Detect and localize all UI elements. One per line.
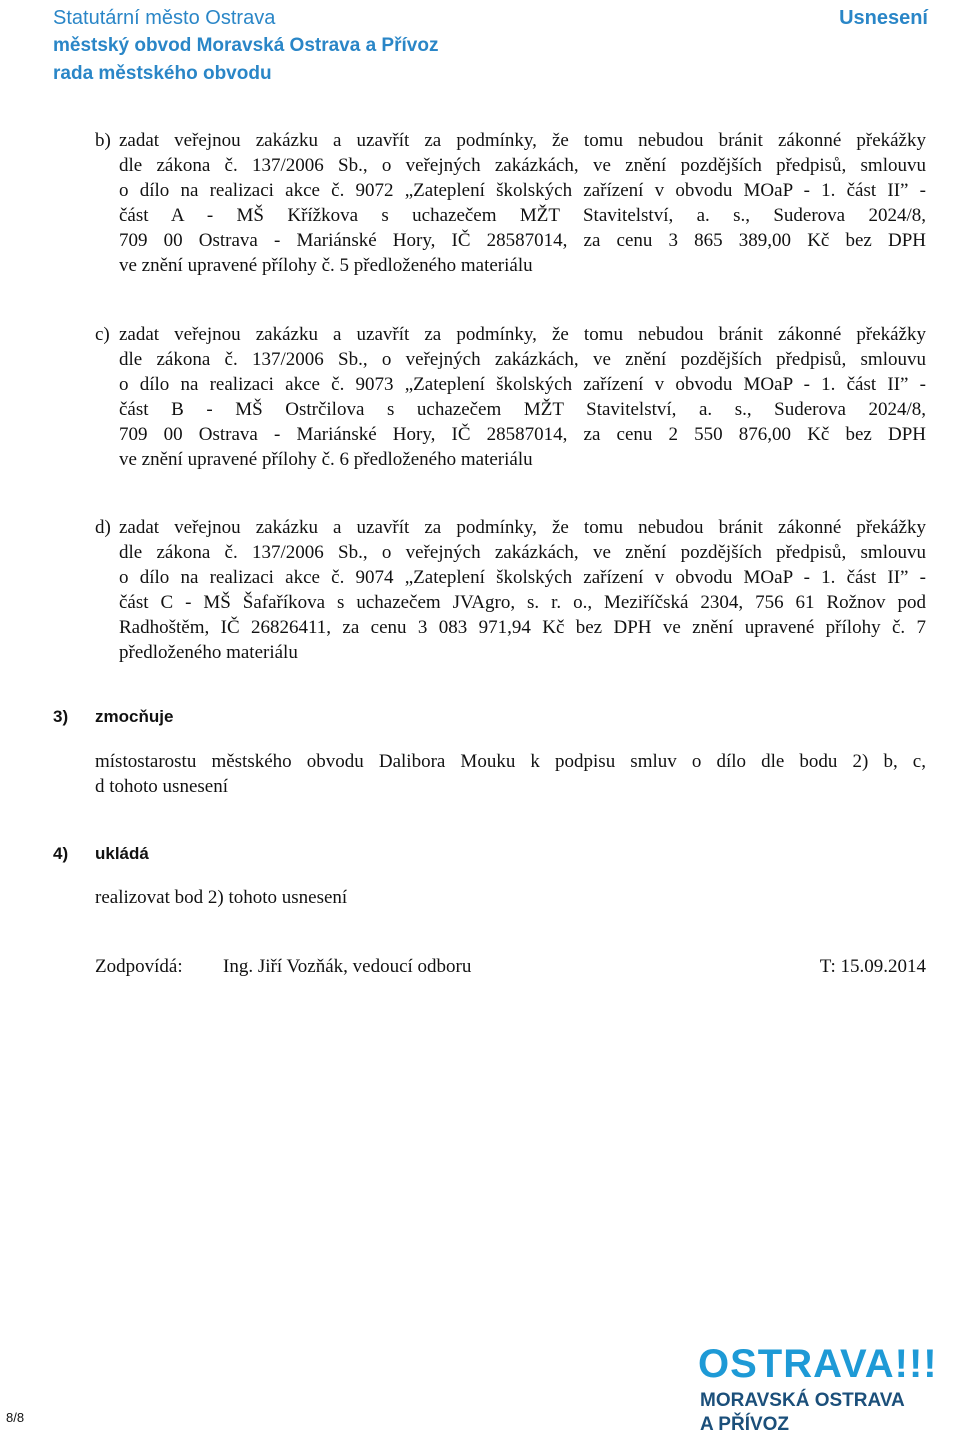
logo-main-text: OSTRAVA!!! xyxy=(698,1342,938,1386)
district-name: městský obvod Moravská Ostrava a Přívoz xyxy=(53,35,439,56)
item-c-line: zadat veřejnou zakázku a uzavřít za podmínky, že tomu nebudou bránit zákonné překážky xyxy=(119,324,926,345)
item-d-marker: d) xyxy=(95,517,111,538)
item-d xyxy=(95,515,926,665)
item-d-line: o dílo na realizaci akce č. 9074 „Zateplení školských zařízení v obvodu MOaP - 1. část II” - xyxy=(119,567,926,588)
item-b-line: zadat veřejnou zakázku a uzavřít za podmínky, že tomu nebudou bránit zákonné překážky xyxy=(119,130,926,151)
item-d-line: dle zákona č. 137/2006 Sb., o veřejných zakázkách, ve znění pozdějších předpisů, smlouvu xyxy=(119,542,926,563)
city-name: Statutární město Ostrava xyxy=(53,7,276,29)
item-d-line: předloženého materiálu xyxy=(119,642,298,663)
item-b xyxy=(95,128,926,278)
item-d-line: zadat veřejnou zakázku a uzavřít za podmínky, že tomu nebudou bránit zákonné překážky xyxy=(119,517,926,538)
item-c-line: část B - MŠ Ostrčilova s uchazečem MŽT Stavitelství, a. s., Suderova 2024/8, xyxy=(119,399,926,420)
deadline: T: 15.09.2014 xyxy=(819,956,926,977)
logo-subtitle-2: A PŘÍVOZ xyxy=(700,1414,790,1435)
document-type: Usnesení xyxy=(839,7,928,29)
section-4-text xyxy=(95,885,926,910)
section-4-number: 4) xyxy=(53,844,69,863)
item-c xyxy=(95,322,926,472)
section-3-line: místostarostu městského obvodu Dalibora Mouku k podpisu smluv o dílo dle bodu 2) b, c, xyxy=(95,751,926,772)
responsible-line xyxy=(95,954,926,979)
item-c-line: 709 00 Ostrava - Mariánské Hory, IČ 28587014, za cenu 2 550 876,00 Kč bez DPH xyxy=(119,424,926,445)
item-c-marker: c) xyxy=(95,324,110,345)
item-b-line: o dílo na realizaci akce č. 9072 „Zateplení školských zařízení v obvodu MOaP - 1. část II” - xyxy=(119,180,926,201)
section-4-line: realizovat bod 2) tohoto usnesení xyxy=(95,887,348,908)
item-c-line: o dílo na realizaci akce č. 9073 „Zateplení školských zařízení v obvodu MOaP - 1. část II” - xyxy=(119,374,926,395)
council-name: rada městského obvodu xyxy=(53,63,272,84)
section-3-line: d tohoto usnesení xyxy=(95,776,228,797)
item-b-line: ve znění upravené přílohy č. 5 předloženého materiálu xyxy=(119,255,533,276)
item-b-marker: b) xyxy=(95,130,111,151)
item-b-line: dle zákona č. 137/2006 Sb., o veřejných zakázkách, ve znění pozdějších předpisů, smlouvu xyxy=(119,155,926,176)
item-c-line: ve znění upravené přílohy č. 6 předloženého materiálu xyxy=(119,449,533,470)
logo-subtitle-1: MORAVSKÁ OSTRAVA xyxy=(700,1390,905,1411)
responsible-label: Zodpovídá: xyxy=(95,956,183,977)
page-number: 8/8 xyxy=(6,1410,25,1425)
item-d-line: Radhoštěm, IČ 26826411, za cenu 3 083 971,94 Kč bez DPH ve znění upravené přílohy č. 7 xyxy=(119,617,926,638)
section-3-title: zmocňuje xyxy=(95,707,174,726)
section-3-text xyxy=(95,749,926,799)
responsible-person: Ing. Jiří Vozňák, vedoucí odboru xyxy=(223,956,472,977)
item-b-line: 709 00 Ostrava - Mariánské Hory, IČ 28587014, za cenu 3 865 389,00 Kč bez DPH xyxy=(119,230,926,251)
item-d-line: část C - MŠ Šafaříkova s uchazečem JVAgro, s. r. o., Meziříčská 2304, 756 61 Rožnov pod xyxy=(119,592,926,613)
document-header xyxy=(53,4,928,88)
section-4-title: ukládá xyxy=(95,844,149,863)
item-b-line: část A - MŠ Křížkova s uchazečem MŽT Stavitelství, a. s., Suderova 2024/8, xyxy=(119,205,926,226)
ostrava-logo xyxy=(698,1342,956,1438)
item-c-line: dle zákona č. 137/2006 Sb., o veřejných zakázkách, ve znění pozdějších předpisů, smlouvu xyxy=(119,349,926,370)
section-3-number: 3) xyxy=(53,707,69,726)
